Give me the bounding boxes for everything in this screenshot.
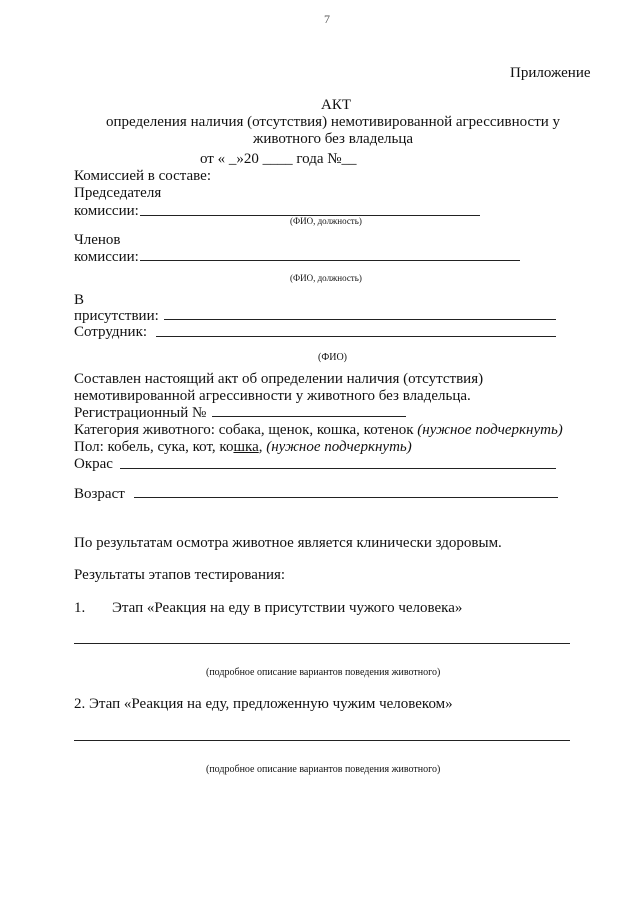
animal-sex-underlined: шка <box>233 439 259 455</box>
commission-intro: Комиссией в составе: <box>74 168 212 184</box>
presence-input-line[interactable] <box>164 319 556 320</box>
chair-caption: (ФИО, должность) <box>290 216 362 226</box>
employee-label: Сотрудник: <box>74 324 148 340</box>
appendix-label: Приложение <box>510 65 591 81</box>
health-statement: По результатам осмотра животное является клинически здоровым. <box>74 535 502 551</box>
animal-category-note: (нужное подчеркнуть) <box>417 422 563 438</box>
members-label-2: комиссии: <box>74 249 139 265</box>
stages-heading: Результаты этапов тестирования: <box>74 567 286 583</box>
members-input-line[interactable] <box>140 260 520 261</box>
animal-sex-note: (нужное подчеркнуть) <box>266 439 412 455</box>
animal-sex <box>74 438 412 456</box>
animal-category-text: Категория животного: собака, щенок, кошка, котенок <box>74 422 414 438</box>
employee-caption: (ФИО) <box>318 352 348 363</box>
registration-label: Регистрационный № <box>74 405 207 421</box>
stage2-input-line[interactable] <box>74 740 570 741</box>
page-number: 7 <box>324 12 330 26</box>
age-input-line[interactable] <box>134 497 558 498</box>
animal-category <box>74 421 563 439</box>
stage1-title: Этап «Реакция на еду в присутствии чужого человека» <box>112 600 463 616</box>
color-input-line[interactable] <box>120 468 556 469</box>
document-subtitle-line1: определения наличия (отсутствия) немотивированной агрессивности у <box>105 114 561 130</box>
employee-input-line[interactable] <box>156 336 556 337</box>
age-label: Возраст <box>74 486 125 502</box>
chair-label-2: комиссии: <box>74 203 139 219</box>
stage2-caption: (подробное описание вариантов поведения животного) <box>206 764 441 775</box>
stage2-title: 2. Этап «Реакция на еду, предложенную чужим человеком» <box>74 696 453 712</box>
members-label: Членов <box>74 232 121 248</box>
registration-input-line[interactable] <box>212 416 406 417</box>
stage1-number: 1. <box>74 600 86 616</box>
animal-sex-comma: , <box>258 439 263 455</box>
stage1-caption: (подробное описание вариантов поведения животного) <box>206 667 441 678</box>
document-subtitle-line2: животного без владельца <box>252 131 414 147</box>
members-caption: (ФИО, должность) <box>290 273 362 283</box>
color-label: Окрас <box>74 456 113 472</box>
document-title: АКТ <box>321 97 351 113</box>
chair-label: Председателя <box>74 185 162 201</box>
presence-label-2: присутствии: <box>74 308 159 324</box>
date-line: от « _»20 ____ года №__ <box>200 151 357 167</box>
act-statement-line2: немотивированной агрессивности у животного без владельца. <box>74 388 471 404</box>
animal-sex-text: Пол: кобель, сука, кот, ко <box>74 439 234 455</box>
presence-label: В <box>74 292 85 308</box>
stage1-input-line[interactable] <box>74 643 570 644</box>
act-statement-line1: Составлен настоящий акт об определении наличия (отсутствия) <box>74 371 484 387</box>
